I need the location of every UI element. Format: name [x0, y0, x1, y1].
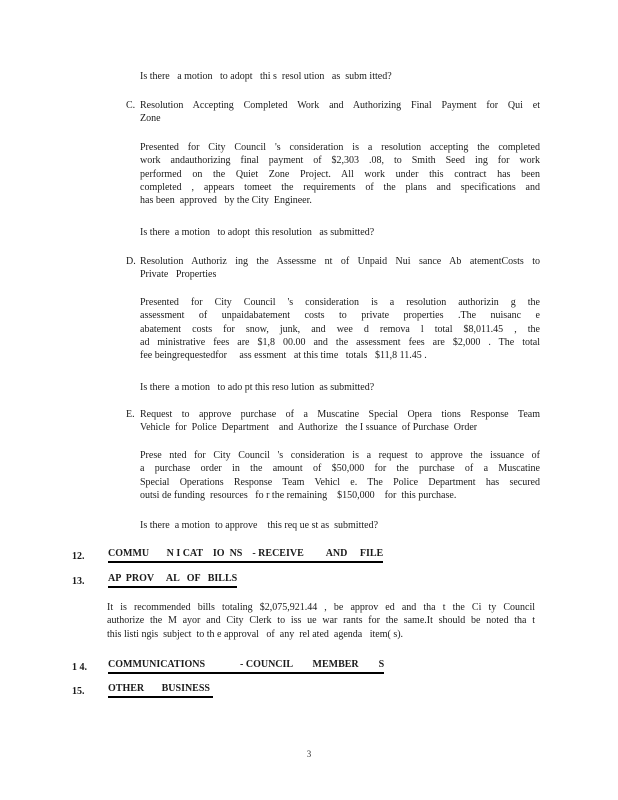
text-line: a purchase order in the amount of $50,000 for the purchase of a Muscatine	[140, 463, 540, 475]
motion-question-intro	[140, 70, 540, 83]
item-d-heading-text	[140, 255, 540, 282]
section-title: OTHER BUSINESS	[108, 682, 213, 698]
motion-question-text: Is there a motion to ado pt this reso lution as submitted?	[140, 382, 375, 393]
text-line: Zone	[140, 113, 161, 125]
text-line: abatement costs for snow, junk, and wee d remova l total $8,011.45 , the	[140, 323, 540, 335]
text-line: Prese nted for City Council 's consideration is a request to approve the issuance of	[140, 450, 540, 461]
section-number: 13.	[72, 576, 85, 587]
text-line: authorize the M ayor and City Clerk to iss ue war rants for the same.It should be noted tha t	[107, 615, 535, 627]
item-e-heading-text	[140, 408, 540, 435]
section-approval-of-bills	[72, 572, 552, 588]
section-number: 1 4.	[72, 662, 87, 673]
text-line: Presented for City Council 's consideration is a resolution accepting the completed	[140, 142, 540, 153]
item-d-paragraph	[140, 296, 540, 362]
section-communications-receive-file	[72, 547, 552, 563]
section-title: COMMUNICATIONS - COUNCIL MEMBER S	[108, 658, 384, 674]
text-line: work andauthorizing final payment of $2,303 .08, to Smith Seed ing for work	[140, 155, 540, 167]
text-line: Private Properties	[140, 269, 217, 281]
text-line: Vehicle for Police Department and Authorize the I ssuance of Purchase Order	[140, 422, 478, 434]
agenda-item-d-heading	[126, 255, 540, 282]
item-d-letter: D.	[126, 256, 136, 267]
text-line: Resolution Authoriz ing the Assessme nt of Unpaid Nui sance Ab atementCosts to	[140, 256, 540, 267]
text-line: outsi de funding resources fo r the remaining $150,000 for this purchase.	[140, 489, 457, 501]
motion-question-text: Is there a motion to adopt this resolution as submitted?	[140, 227, 375, 238]
section-communications-council-members	[72, 658, 552, 674]
section-title: AP PROV AL OF BILLS	[108, 572, 237, 588]
agenda-item-e-heading	[126, 408, 540, 435]
motion-question-e	[140, 519, 540, 532]
item-c-letter: C.	[126, 100, 136, 111]
motion-question-d	[140, 381, 540, 394]
text-line: Special Operations Response Team Vehicl e. The Police Department has secured	[140, 476, 540, 488]
text-line: Resolution Accepting Completed Work and Authorizing Final Payment for Qui et	[140, 100, 540, 111]
motion-question-text: Is there a motion to approve this req ue st as submitted?	[140, 520, 379, 531]
section-other-business	[72, 682, 552, 698]
item-c-heading-text	[140, 99, 540, 126]
item-c-paragraph	[140, 141, 540, 207]
text-line: It is recommended bills totaling $2,075,921.44 , be approv ed and tha t the Ci ty Council	[107, 602, 535, 613]
text-line: fee beingrequestedfor ass essment at this time totals $11,8 11.45 .	[140, 350, 427, 362]
text-line: performed on the Quiet Zone Project. All work under this contract has been	[140, 168, 540, 180]
text-line: ad ministrative fees are $1,8 00.00 and the assessment fees are $2,000 . The total	[140, 336, 540, 348]
text-line: Presented for City Council 's consideration is a resolution authorizin g the	[140, 297, 540, 308]
item-e-letter: E.	[126, 409, 135, 420]
text-line: completed , appears tomeet the requirements of the plans and specifications and	[140, 181, 540, 193]
section-number: 12.	[72, 551, 85, 562]
text-line: Request to approve purchase of a Muscatine Special Opera tions Response Team	[140, 409, 540, 420]
page-number: 3	[306, 749, 312, 759]
section-number: 15.	[72, 686, 85, 697]
text-line: this listi ngis subject to th e approval of any rel ated agenda item( s).	[107, 628, 404, 640]
agenda-item-c-heading	[126, 99, 540, 126]
motion-question-text: Is there a motion to adopt thi s resol ution as subm itted?	[140, 71, 392, 82]
motion-question-c	[140, 226, 540, 239]
text-line: has been approved by the City Engineer.	[140, 195, 312, 207]
section-title: COMMU N I CAT IO NS - RECEIVE AND FILE	[108, 547, 383, 563]
item-e-paragraph	[140, 449, 540, 502]
bills-paragraph	[107, 601, 535, 641]
text-line: assessment of unpaidabatement costs to private properties .The nuisanc e	[140, 310, 540, 322]
